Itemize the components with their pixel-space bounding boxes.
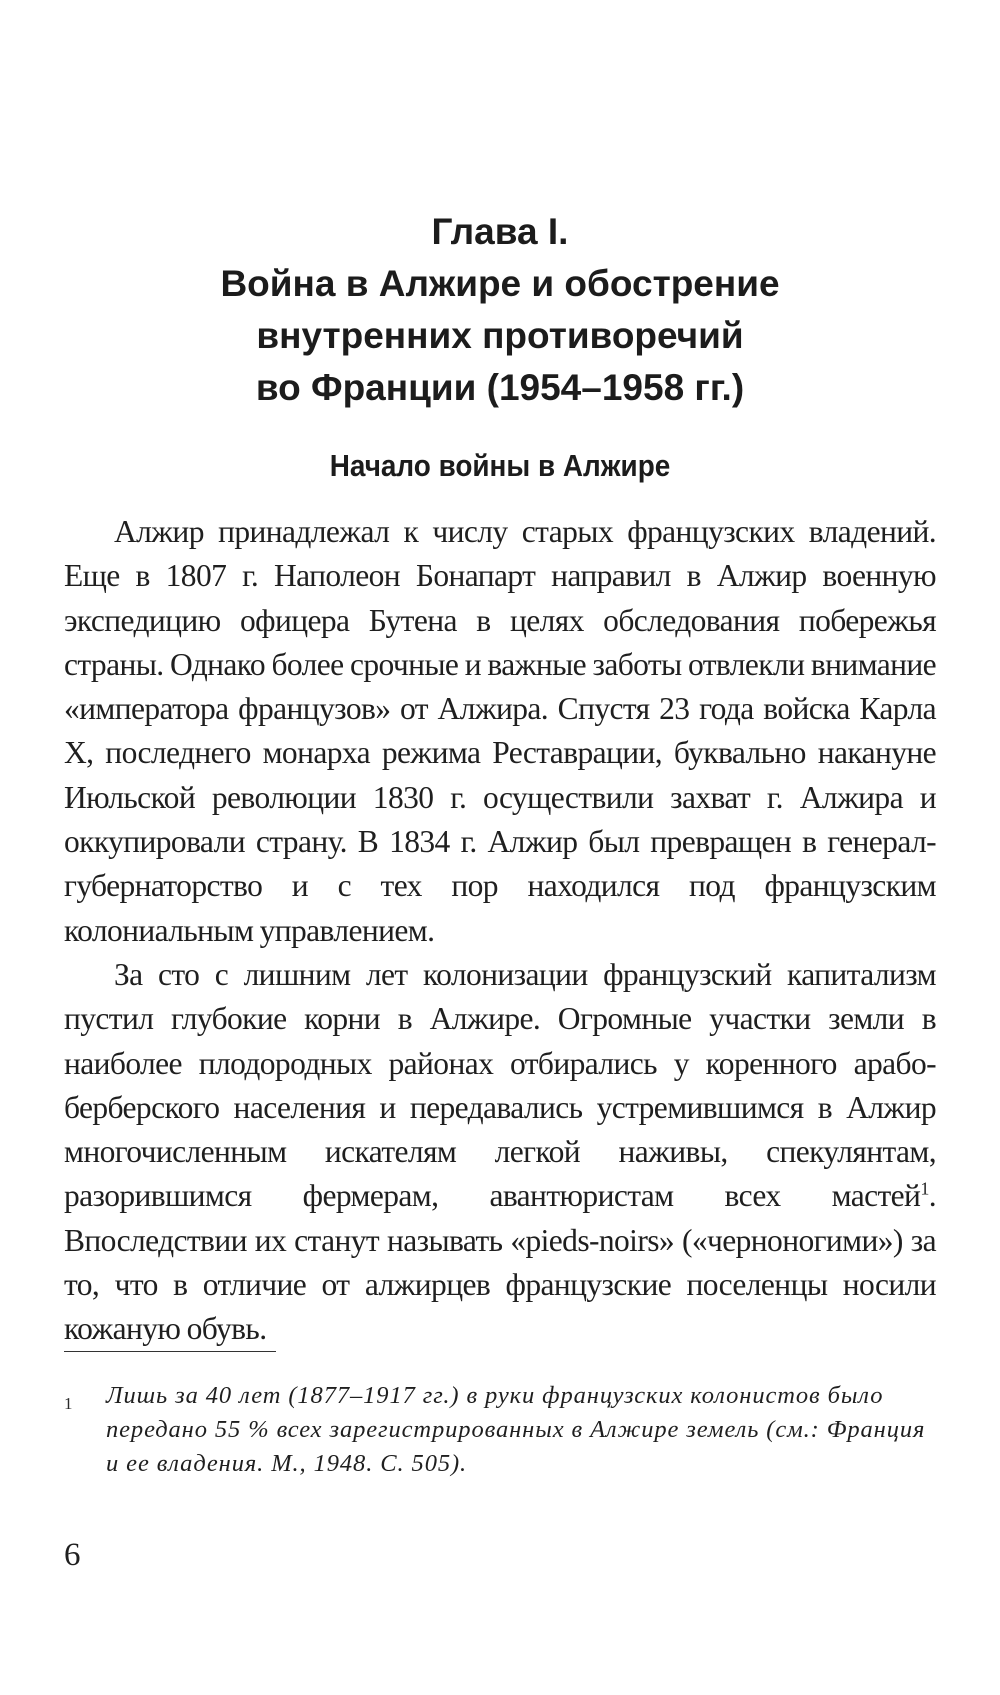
footnote-text: Лишь за 40 лет (1877–1917 гг.) в руки французских колонистов было передано 55 % всех зарегистрированных в Алжире земель (см.: Франция и ее владения. М., 1948. С. 505). [106,1382,926,1477]
footnote-number: 1 [64,1394,73,1413]
footnote-reference[interactable]: 1 [920,1178,929,1199]
paragraph [64,953,936,1352]
chapter-title-line: во Франции (1954–1958 гг.) [255,367,745,408]
body-text [64,510,936,1352]
chapter-title [60,206,940,414]
paragraph: Алжир принадлежал к числу старых французских владений. Еще в 1807 г. Наполеон Бонапарт направил в Алжир военную экспедицию офицера Бутена в целях обследования побережья страны. Однако более срочные и важные заботы отвлекли внимание «императора французов» от Алжира. Спустя 23 года войска Карла X, последнего монарха режима Реставрации, буквально накануне Июльской революции 1830 г. осуществили захват г. Алжира и оккупировали страну. В 1834 г. Алжир был превращен в генерал-губернаторство и с тех пор находился под французским колониальным управлением. [64,514,936,948]
page-number: 6 [64,1537,81,1573]
chapter-title-line: внутренних противоречий [256,315,744,356]
footnote-divider [64,1351,276,1352]
section-title: Начало войны в Алжире [329,448,671,483]
paragraph-text: . Впоследствии их станут называть «pieds-noirs» («черноногими») за то, что в отличие от алжирцев французские поселенцы носили кожаную обувь. [64,1178,936,1347]
chapter-title-line: Глава I. [431,211,569,252]
paragraph-text: За сто с лишним лет колонизации французский капитализм пустил глубокие корни в Алжире. Огромные участки земли в наиболее плодородных районах отбирались у коренного арабо-берберского населения и передавались устремившимся в Алжир многочисленным искателям легкой наживы, спекулянтам, разорившимся фермерам, авантюристам всех мастей [64,956,936,1214]
footnote [64,1382,936,1481]
chapter-title-line: Война в Алжире и обострение [220,263,780,304]
